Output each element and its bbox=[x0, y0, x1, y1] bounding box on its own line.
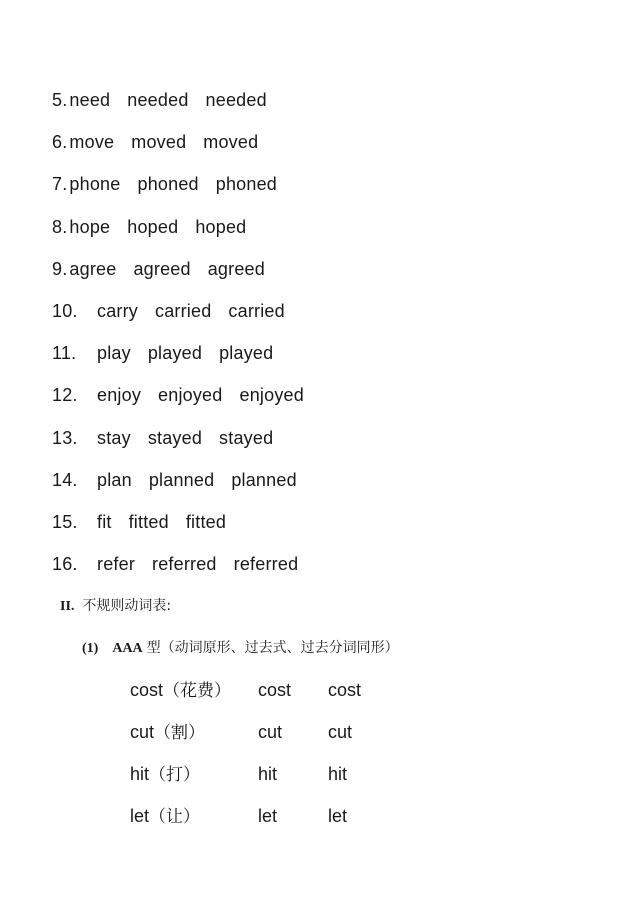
verb-row bbox=[52, 214, 246, 240]
section-heading bbox=[60, 595, 171, 617]
verb-meaning: （割） bbox=[154, 723, 206, 743]
verb-past: planned bbox=[148, 469, 215, 490]
verb-number: 13. bbox=[52, 427, 78, 448]
verb-participle: carried bbox=[228, 301, 285, 321]
verb-participle: cost bbox=[328, 680, 362, 700]
verb-participle: moved bbox=[203, 132, 259, 153]
verb-participle: let bbox=[328, 806, 348, 826]
verb-base: phone bbox=[69, 174, 121, 195]
verb-base: enjoy bbox=[97, 385, 142, 406]
verb-past: fitted bbox=[128, 512, 169, 532]
verb-past: moved bbox=[131, 132, 187, 153]
verb-base: hope bbox=[69, 216, 111, 237]
verb-past: agreed bbox=[133, 258, 191, 279]
verb-number: 16. bbox=[52, 554, 78, 575]
verb-past: needed bbox=[127, 90, 189, 110]
verb-number: 10. bbox=[52, 301, 78, 321]
verb-number: 6. bbox=[52, 132, 68, 153]
verb-meaning: （让） bbox=[149, 807, 201, 827]
verb-base-with-meaning bbox=[130, 803, 200, 830]
verb-participle: stayed bbox=[219, 427, 274, 448]
verb-participle: enjoyed bbox=[239, 385, 304, 406]
verb-row bbox=[52, 509, 226, 535]
verb-number: 8. bbox=[52, 216, 68, 237]
verb-past: hit bbox=[258, 764, 278, 784]
verb-participle: phoned bbox=[215, 174, 278, 195]
verb-row bbox=[52, 171, 277, 197]
verb-past: carried bbox=[155, 301, 212, 321]
verb-participle: hoped bbox=[195, 216, 247, 237]
verb-row bbox=[52, 467, 297, 493]
verb-participle: fitted bbox=[185, 512, 227, 532]
verb-base: plan bbox=[97, 469, 132, 490]
verb-base: fit bbox=[97, 512, 112, 532]
verb-number: 11. bbox=[52, 343, 77, 364]
verb-past: enjoyed bbox=[158, 385, 223, 406]
verb-base: carry bbox=[97, 301, 138, 321]
verb-row bbox=[52, 382, 304, 408]
verb-base: hit bbox=[130, 764, 150, 784]
verb-past: phoned bbox=[137, 174, 199, 195]
verb-row bbox=[52, 340, 273, 366]
subsection-description: 型（动词原形、过去式、过去分词同形） bbox=[146, 640, 399, 656]
verb-base: let bbox=[130, 806, 150, 826]
verb-base: agree bbox=[69, 258, 117, 279]
verb-base: cut bbox=[130, 722, 155, 742]
verb-row bbox=[52, 298, 285, 324]
verb-participle: agreed bbox=[207, 258, 265, 279]
verb-row bbox=[52, 87, 267, 113]
verb-number: 15. bbox=[52, 512, 78, 532]
verb-past: stayed bbox=[147, 427, 203, 448]
verb-past: cost bbox=[258, 680, 292, 700]
verb-number: 14. bbox=[52, 469, 78, 490]
verb-past: referred bbox=[152, 554, 217, 575]
verb-base: stay bbox=[97, 427, 131, 448]
verb-participle: needed bbox=[205, 90, 267, 110]
verb-base: move bbox=[69, 132, 115, 153]
section-title: 不规则动词表: bbox=[82, 598, 172, 614]
subsection-index: (1) bbox=[82, 641, 99, 656]
verb-past: cut bbox=[258, 722, 283, 742]
section-number: II. bbox=[60, 599, 75, 614]
verb-number: 12. bbox=[52, 385, 78, 406]
verb-base-with-meaning bbox=[130, 719, 205, 746]
verb-row bbox=[52, 256, 265, 282]
verb-participle: referred bbox=[233, 554, 299, 575]
verb-number: 7. bbox=[52, 174, 68, 195]
verb-participle: cut bbox=[328, 722, 353, 742]
verb-base-with-meaning bbox=[130, 761, 200, 788]
verb-meaning: （花费） bbox=[163, 681, 232, 701]
verb-base: need bbox=[69, 90, 111, 110]
verb-participle: planned bbox=[231, 469, 297, 490]
verb-past: let bbox=[258, 806, 278, 826]
verb-meaning: （打） bbox=[149, 765, 201, 785]
verb-row bbox=[52, 129, 258, 155]
verb-base: refer bbox=[97, 554, 136, 575]
verb-past: played bbox=[147, 343, 203, 364]
verb-base: cost bbox=[130, 680, 164, 700]
verb-row bbox=[52, 425, 273, 451]
verb-row bbox=[52, 551, 298, 577]
subsection-type: AAA bbox=[112, 641, 143, 656]
verb-participle: hit bbox=[328, 764, 348, 784]
verb-participle: played bbox=[219, 343, 274, 364]
subsection-heading bbox=[82, 637, 399, 659]
verb-number: 5. bbox=[52, 90, 68, 110]
verb-number: 9. bbox=[52, 258, 68, 279]
verb-past: hoped bbox=[127, 216, 179, 237]
verb-base: play bbox=[97, 343, 131, 364]
verb-base-with-meaning bbox=[130, 677, 231, 704]
